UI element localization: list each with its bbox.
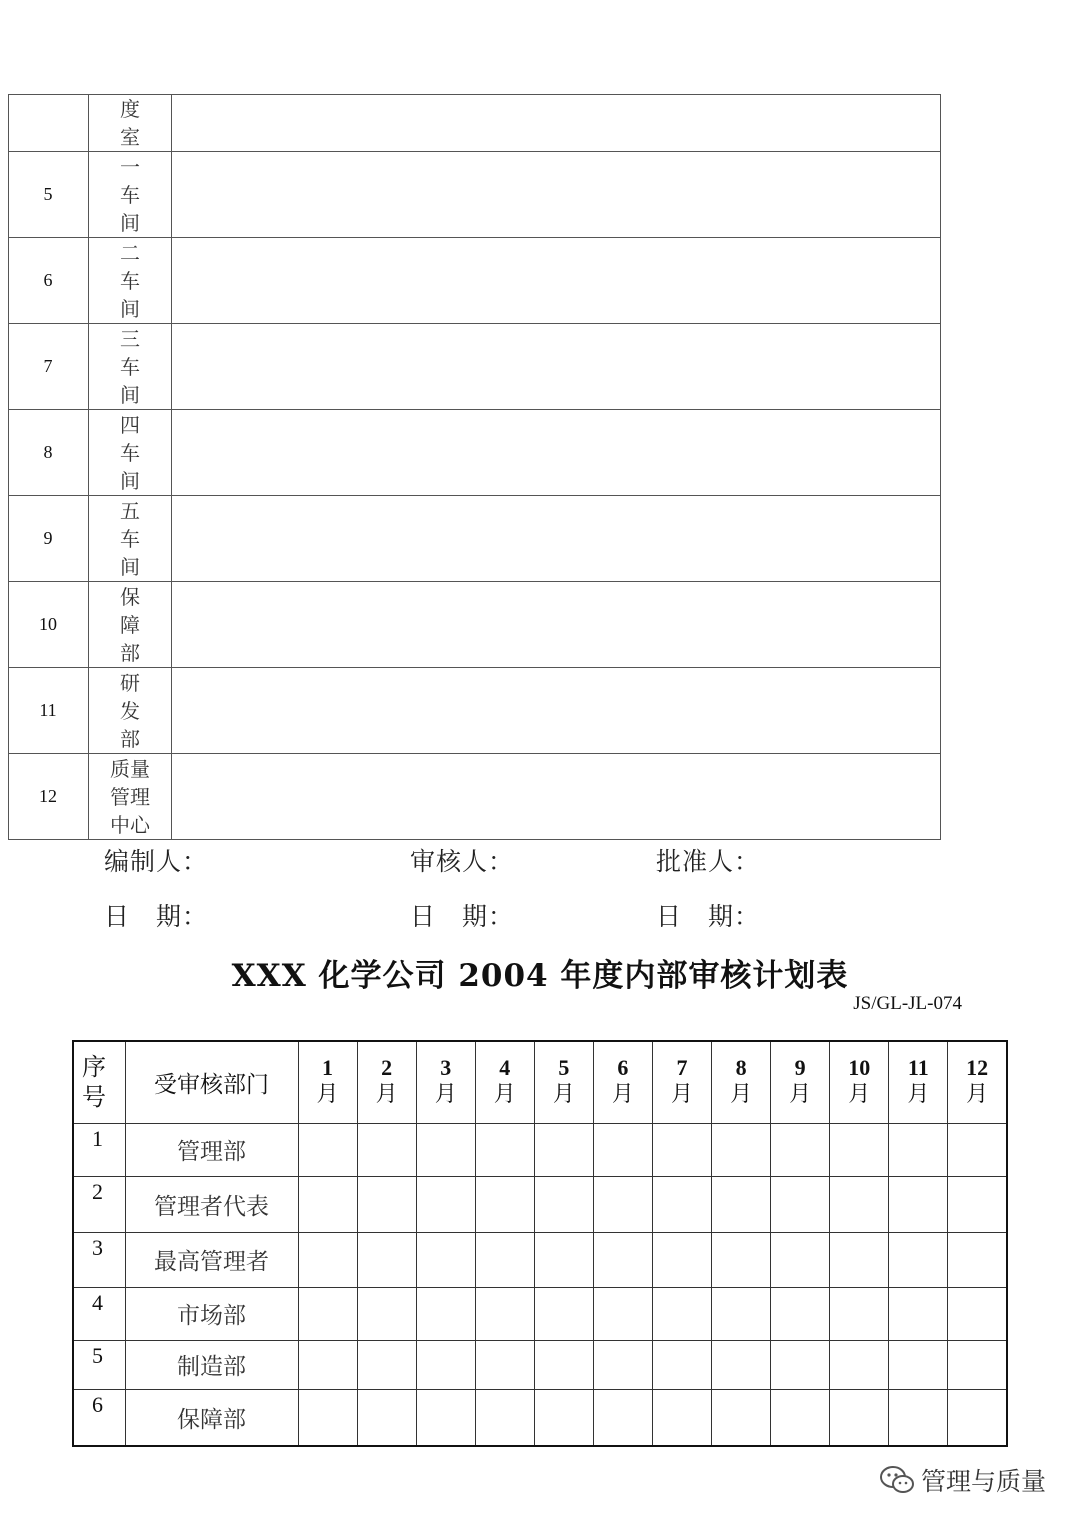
month-unit: 月 [316,1082,339,1108]
dept-name: 管理部 [125,1123,298,1176]
month-cell[interactable] [534,1340,593,1389]
watermark [879,1462,1046,1498]
table-row [8,94,941,152]
month-unit: 月 [966,1082,989,1108]
table-row [73,1232,1007,1287]
month-number: 2 [381,1055,393,1081]
month-cell[interactable] [534,1287,593,1340]
dept-name-line: 部 [120,640,140,665]
month-cell[interactable] [889,1287,948,1340]
month-cell[interactable] [948,1123,1007,1176]
month-cell[interactable] [948,1287,1007,1340]
month-cell[interactable] [475,1340,534,1389]
dept-name-line: 度 [120,97,140,121]
month-cell[interactable] [889,1176,948,1232]
audit-content-cell [171,152,940,237]
month-cell[interactable] [593,1389,652,1446]
dept-name-line: 质量 [110,756,150,781]
table-row [73,1176,1007,1232]
month-unit: 月 [493,1082,516,1108]
month-cell[interactable] [357,1340,416,1389]
month-unit: 月 [611,1082,634,1108]
dept-name-line: 发 [120,698,140,723]
month-unit: 月 [671,1082,694,1108]
month-cell[interactable] [475,1176,534,1232]
header-month-4 [475,1041,534,1123]
audit-content-cell [171,582,940,667]
audit-content-cell [171,238,940,323]
row-number: 8 [43,442,53,462]
month-cell[interactable] [357,1176,416,1232]
dept-name: 最高管理者 [125,1232,298,1287]
header-month-3 [416,1041,475,1123]
month-number: 4 [499,1055,511,1081]
seq-number: 6 [73,1389,125,1446]
compiler-date-label: 日 期： [104,902,209,931]
month-cell[interactable] [830,1389,889,1446]
dept-name-line: 一 [120,154,140,179]
month-cell[interactable] [948,1176,1007,1232]
table-row [8,496,941,582]
dept-name-line: 室 [120,125,140,149]
dept-name-line: 车 [120,526,140,551]
month-number: 11 [907,1055,929,1081]
header-month-8 [712,1041,771,1123]
month-cell[interactable] [771,1232,830,1287]
audit-content-cell [171,668,940,753]
month-cell[interactable] [298,1176,357,1232]
month-cell[interactable] [948,1340,1007,1389]
audit-content-cell [171,324,940,409]
dept-name-line: 管理 [110,784,150,809]
table-row [8,668,941,754]
month-unit: 月 [848,1082,871,1108]
month-cell[interactable] [534,1232,593,1287]
table-row [8,324,941,410]
dept-name-line: 间 [120,554,140,579]
watermark-text: 管理与质量 [920,1467,1046,1496]
table-header-row [73,1041,1007,1123]
month-cell[interactable] [416,1287,475,1340]
dept-name [88,754,172,839]
month-cell[interactable] [298,1123,357,1176]
month-cell[interactable] [771,1389,830,1446]
header-seq [73,1041,125,1123]
month-cell[interactable] [771,1176,830,1232]
table-row [73,1340,1007,1389]
month-cell[interactable] [357,1389,416,1446]
dept-name-line: 车 [120,354,140,379]
department-table [8,94,941,840]
dept-name-line: 二 [120,240,140,265]
wechat-icon [879,1465,915,1495]
month-cell[interactable] [298,1232,357,1287]
month-number: 3 [440,1055,452,1081]
table-row [73,1123,1007,1176]
header-seq-line: 号 [82,1083,106,1112]
approver-date-label: 日 期： [656,902,761,931]
plan-title: XXX 化学公司 2004 年度内部审核计划表 [231,958,849,994]
header-seq-line: 序 [82,1053,106,1082]
seq-number: 5 [73,1340,125,1389]
dept-name-line: 障 [120,612,140,637]
month-cell[interactable] [593,1340,652,1389]
month-number: 8 [735,1055,747,1081]
month-unit: 月 [789,1082,812,1108]
month-cell[interactable] [475,1287,534,1340]
seq-number: 1 [73,1123,125,1176]
month-cell[interactable] [771,1123,830,1176]
dept-name [88,496,172,581]
dept-name-line: 间 [120,382,140,407]
month-cell[interactable] [652,1340,711,1389]
header-month-6 [593,1041,652,1123]
month-cell[interactable] [593,1123,652,1176]
dept-name [88,582,172,667]
approver-label: 批准人： [656,847,761,876]
audit-content-cell [171,95,940,151]
seq-number: 3 [73,1232,125,1287]
month-unit: 月 [730,1082,753,1108]
dept-name-line: 部 [120,726,140,751]
dept-name-line: 四 [120,412,140,437]
month-cell[interactable] [475,1123,534,1176]
dept-name-line: 间 [120,468,140,493]
month-cell[interactable] [475,1232,534,1287]
dept-name [88,152,172,237]
month-cell[interactable] [593,1176,652,1232]
row-number: 6 [43,270,53,290]
dept-name-line: 中心 [110,812,150,837]
dept-name-line: 车 [120,182,140,207]
row-number: 10 [39,614,57,634]
month-cell[interactable] [830,1232,889,1287]
row-number [9,95,87,151]
audit-content-cell [171,754,940,839]
header-month-11 [889,1041,948,1123]
table-row [8,152,941,238]
month-cell[interactable] [889,1232,948,1287]
month-cell[interactable] [652,1176,711,1232]
row-number: 5 [43,184,53,204]
month-cell[interactable] [889,1340,948,1389]
month-cell[interactable] [357,1123,416,1176]
header-month-9 [771,1041,830,1123]
month-number: 12 [966,1055,989,1081]
month-cell[interactable] [948,1389,1007,1446]
month-cell[interactable] [593,1232,652,1287]
month-cell[interactable] [771,1287,830,1340]
month-number: 1 [322,1055,334,1081]
row-number: 9 [43,528,53,548]
reviewer-date-label: 日 期： [410,902,515,931]
document-code: JS/GL-JL-074 [853,993,962,1014]
table-row [73,1389,1007,1446]
month-cell[interactable] [712,1176,771,1232]
month-number: 7 [676,1055,688,1081]
header-month-1 [298,1041,357,1123]
header-month-5 [534,1041,593,1123]
table-row [73,1287,1007,1340]
month-cell[interactable] [712,1232,771,1287]
month-cell[interactable] [475,1389,534,1446]
month-number: 9 [794,1055,806,1081]
table-row [8,238,941,324]
dept-name-line: 五 [120,498,140,523]
month-cell[interactable] [416,1176,475,1232]
header-month-12 [948,1041,1007,1123]
month-cell[interactable] [534,1176,593,1232]
audit-plan-table [72,1040,1008,1447]
dept-name [88,410,172,495]
month-cell[interactable] [416,1123,475,1176]
dept-name-line: 研 [120,670,140,695]
header-month-2 [357,1041,416,1123]
row-number: 7 [43,356,53,376]
row-number: 12 [39,786,57,806]
month-cell[interactable] [889,1389,948,1446]
header-dept: 受审核部门 [125,1041,298,1123]
dept-name: 保障部 [125,1389,298,1446]
table-row [8,410,941,496]
month-cell[interactable] [357,1232,416,1287]
dept-name [88,95,172,151]
audit-content-cell [171,410,940,495]
month-cell[interactable] [712,1389,771,1446]
dept-name-line: 间 [120,210,140,235]
dept-name-line: 车 [120,440,140,465]
month-cell[interactable] [416,1232,475,1287]
month-cell[interactable] [534,1123,593,1176]
month-number: 10 [848,1055,871,1081]
month-cell[interactable] [771,1340,830,1389]
dept-name: 市场部 [125,1287,298,1340]
month-cell[interactable] [298,1389,357,1446]
month-cell[interactable] [830,1176,889,1232]
month-cell[interactable] [830,1123,889,1176]
seq-number: 2 [73,1176,125,1232]
month-unit: 月 [552,1082,575,1108]
month-cell[interactable] [593,1287,652,1340]
audit-content-cell [171,496,940,581]
month-cell[interactable] [652,1232,711,1287]
month-cell[interactable] [948,1232,1007,1287]
month-cell[interactable] [416,1340,475,1389]
month-cell[interactable] [357,1287,416,1340]
month-cell[interactable] [652,1287,711,1340]
reviewer-label: 审核人： [410,847,515,876]
row-number: 11 [39,700,57,720]
dept-name [88,324,172,409]
table-row [8,582,941,668]
month-cell[interactable] [652,1123,711,1176]
month-number: 6 [617,1055,629,1081]
month-cell[interactable] [652,1389,711,1446]
header-month-10 [830,1041,889,1123]
table-row [8,754,941,840]
compiler-label: 编制人： [104,847,209,876]
month-unit: 月 [907,1082,930,1108]
dept-name-line: 三 [120,326,140,351]
month-cell[interactable] [298,1287,357,1340]
seq-number: 4 [73,1287,125,1340]
month-cell[interactable] [889,1123,948,1176]
month-cell[interactable] [534,1389,593,1446]
month-number: 5 [558,1055,570,1081]
month-unit: 月 [375,1082,398,1108]
month-cell[interactable] [712,1123,771,1176]
dept-name [88,668,172,753]
month-cell[interactable] [830,1287,889,1340]
month-unit: 月 [434,1082,457,1108]
dept-name-line: 车 [120,268,140,293]
header-month-7 [652,1041,711,1123]
dept-name-line: 保 [120,584,140,609]
month-cell[interactable] [416,1389,475,1446]
month-cell[interactable] [712,1340,771,1389]
dept-name: 管理者代表 [125,1176,298,1232]
dept-name-line: 间 [120,296,140,321]
month-cell[interactable] [298,1340,357,1389]
dept-name: 制造部 [125,1340,298,1389]
month-cell[interactable] [712,1287,771,1340]
dept-name [88,238,172,323]
month-cell[interactable] [830,1340,889,1389]
